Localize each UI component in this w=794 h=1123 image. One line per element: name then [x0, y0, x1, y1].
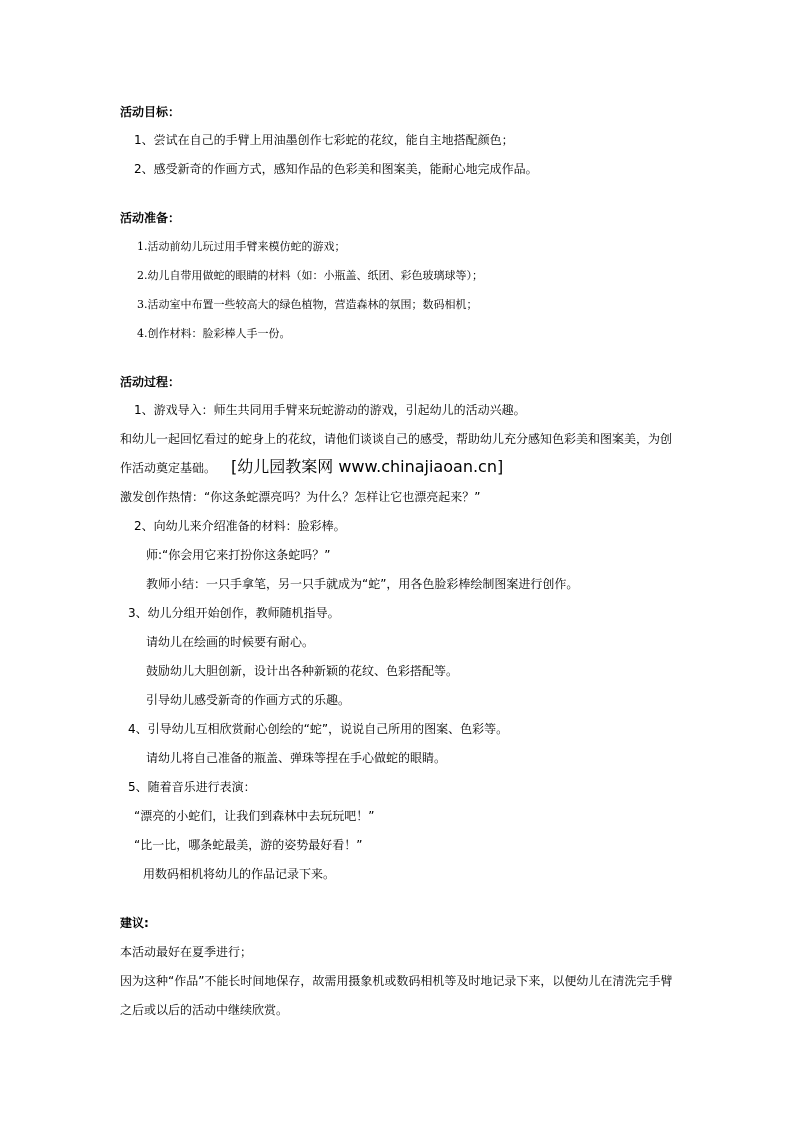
process-step-4-a: 请幼儿将自己准备的瓶盖、弹珠等捏在手心做蛇的眼睛。 [146, 751, 447, 765]
advice-line-2: 因为这种“作品”不能长时间地保存，故需用摄象机或数码相机等及时地记录下来，以便幼儿在清洗完手臂 [120, 974, 673, 988]
process-step-3-b: 鼓励幼儿大胆创新，设计出各种新颖的花纹、色彩搭配等。 [146, 664, 459, 678]
prep-heading: 活动准备： [120, 211, 181, 225]
process-step-1-para-a: 和幼儿一起回忆看过的蛇身上的花纹，请他们谈谈自己的感受，帮助幼儿充分感知色彩美和图案美，为创 [120, 432, 673, 446]
process-step-3-a: 请幼儿在绘画的时候要有耐心。 [146, 635, 315, 649]
goals-heading: 活动目标： [120, 105, 181, 119]
process-step-1-para-b: 作活动奠定基础。 [120, 461, 217, 475]
process-step-2-b: 教师小结：一只手拿笔，另一只手就成为“蛇”，用各色脸彩棒绘制图案进行创作。 [146, 577, 579, 591]
process-step-5-b: “比一比，哪条蛇最美，游的姿势最好看！” [134, 838, 363, 852]
process-step-5-a: “漂亮的小蛇们，让我们到森林中去玩玩吧！” [134, 809, 375, 823]
advice-heading: 建议: [120, 916, 149, 930]
watermark-text: [幼儿园教案网 www.chinajiaoan.cn] [231, 457, 504, 476]
prep-item-2: 2.幼儿自带用做蛇的眼睛的材料（如：小瓶盖、纸团、彩色玻璃球等）； [137, 269, 483, 282]
advice-line-3: 之后或以后的活动中继续欣赏。 [120, 1003, 289, 1017]
process-step-5: 5、随着音乐进行表演： [128, 780, 256, 794]
process-step-2-a: 师:“你会用它来打扮你这条蛇吗？” [146, 548, 331, 562]
process-heading: 活动过程： [120, 375, 181, 389]
process-step-3-c: 引导幼儿感受新奇的作画方式的乐趣。 [146, 693, 351, 707]
prep-item-3: 3.活动室中布置一些较高大的绿色植物，营造森林的氛围；数码相机； [137, 298, 478, 311]
prep-item-4: 4.创作材料：脸彩棒人手一份。 [137, 327, 291, 340]
process-step-2: 2、向幼儿来介绍准备的材料：脸彩棒。 [134, 519, 346, 533]
goal-item-1: 1、尝试在自己的手臂上用油墨创作七彩蛇的花纹，能自主地搭配颜色； [134, 133, 514, 147]
prep-item-1: 1.活动前幼儿玩过用手臂来模仿蛇的游戏； [137, 240, 346, 253]
process-step-3: 3、幼儿分组开始创作，教师随机指导。 [128, 606, 340, 620]
process-step-4: 4、引导幼儿互相欣赏耐心创绘的“蛇”，说说自己所用的图案、色彩等。 [128, 722, 509, 736]
process-step-1-para-c: 激发创作热情：“你这条蛇漂亮吗？为什么？怎样让它也漂亮起来？” [120, 490, 481, 504]
advice-line-1: 本活动最好在夏季进行； [120, 945, 253, 959]
process-step-1: 1、游戏导入：师生共同用手臂来玩蛇游动的游戏，引起幼儿的活动兴趣。 [134, 403, 526, 417]
process-step-5-c: 用数码相机将幼儿的作品记录下来。 [143, 867, 336, 881]
goal-item-2: 2、感受新奇的作画方式，感知作品的色彩美和图案美，能耐心地完成作品。 [134, 162, 538, 176]
